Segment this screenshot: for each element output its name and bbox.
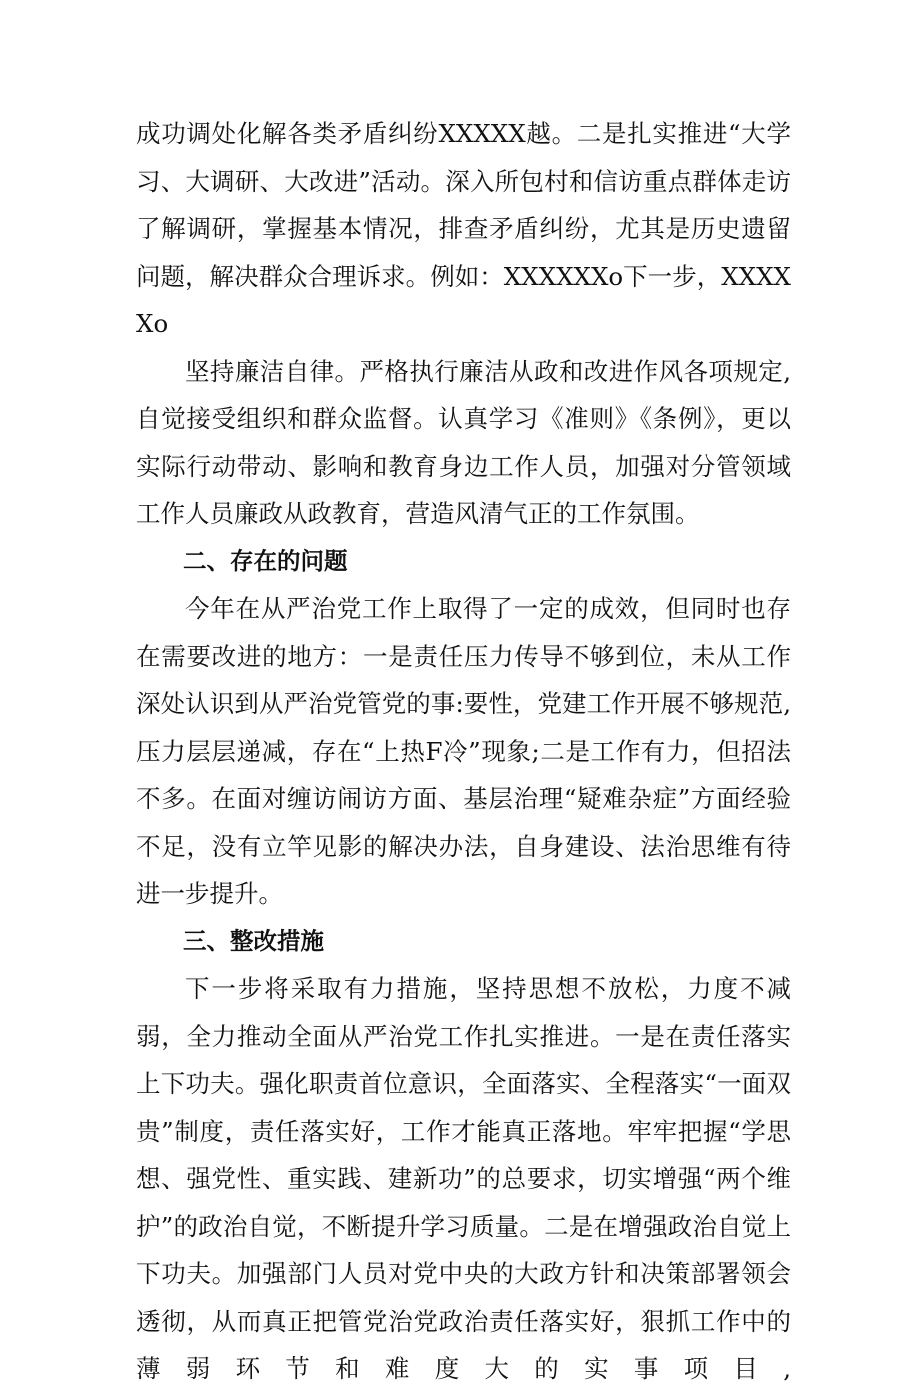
paragraph-problems: 今年在从严治党工作上取得了一定的成效，但同时也存在需要改进的地方：一是责任压力传导不够到位，未从工作深处认识到从严治党管党的事:要性，党建工作开展不够规范,压力层层递减，存在“上热F冷”现象;二是工作有力，但招法不多。在面对缠访闹访方面、基层治理“疑难杂症”方面经验不足，没有立竿见影的解决办法，自身建设、法治思维有待进一步提升。 <box>136 594 791 908</box>
paragraph-1: 成功调处化解各类矛盾纠纷XXXXX越。二是扎实推进“大学习、大调研、大改进”活动。深入所包村和信访重点群体走访了解调研，掌握基本情况，排查矛盾纠纷，尤其是历史遗留问题，解决群众合理诉求。例如：XXXXXXo下一步，XXXXXo <box>136 119 791 338</box>
paragraph-integrity: 坚持廉洁自律。严格执行廉洁从政和改进作风各项规定,自觉接受组织和群众监督。认真学习《准则》《条例》，更以实际行动带动、影响和教育身边工作人员，加强对分管领域工作人员廉政从政教育，营造风清气正的工作氛围。 <box>136 356 791 528</box>
paragraph-measures: 下一步将采取有力措施，坚持思想不放松，力度不减弱，全力推动全面从严治党工作扎实推进。一是在责任落实上下功夫。强化职责首位意识，全面落实、全程落实“一面双贵”制度，责任落实好，工作才能真正落地。牢牢把握“学思想、强党性、重实践、建新功”的总要求，切实增强“两个维护”的政治自觉，不断提升学习质量。二是在增强政治自觉上下功夫。加强部门人员对党中央的大政方针和决策部署领会透彻，从而真正把管党治党政治责任落实好，狠抓工作中的薄弱环节和难度大的实事项目, <box>136 974 791 1383</box>
document-body <box>136 110 791 1393</box>
section-heading-measures: 三、整改措施 <box>183 926 324 955</box>
section-heading-problems: 二、存在的问题 <box>183 546 348 575</box>
